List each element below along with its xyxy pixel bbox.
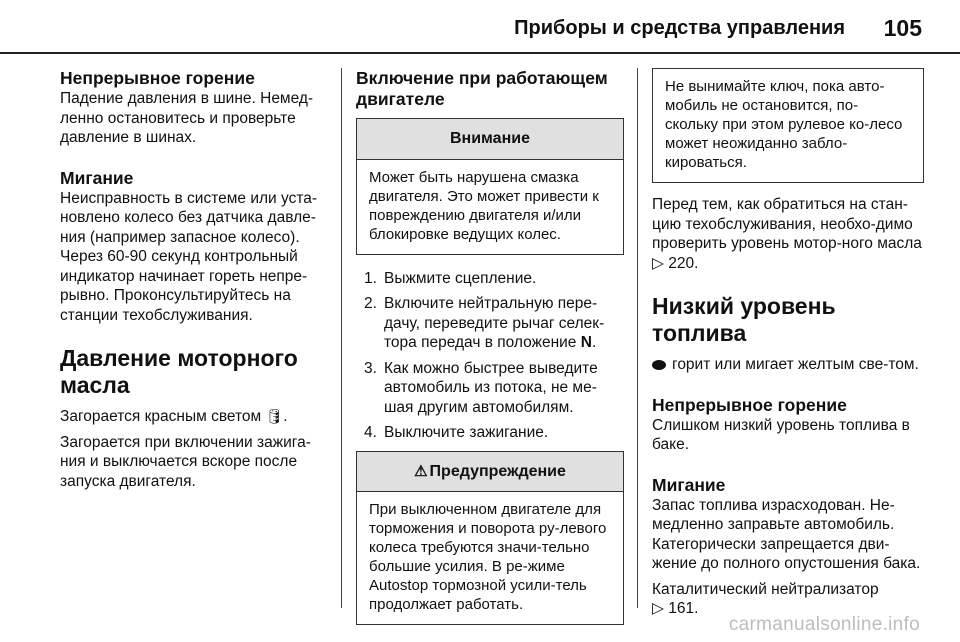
page-number: 105 [883, 15, 922, 41]
heading-oil-pressure: Давление моторного масла [60, 345, 298, 398]
list-item: 1. Выжмите сцепление. [364, 269, 537, 287]
watermark: carmanualsonline.info [728, 614, 920, 635]
fuel-indicator-icon [652, 360, 666, 370]
text-continuous: Слишком низкий уровень топлива в баке. [652, 416, 910, 453]
list-item: 4. Выключите зажигание. [364, 424, 549, 441]
header-title: Приборы и средства управления [514, 17, 845, 39]
warning-triangle-icon: ⚠ [414, 462, 428, 480]
column-divider [341, 68, 342, 608]
attention-box [356, 118, 624, 255]
page-header [0, 0, 960, 54]
warning-box [356, 451, 624, 626]
attention-title: Внимание [357, 119, 623, 160]
gear-neutral-symbol: N [580, 334, 592, 351]
page-ref-arrow-icon: ▷ [652, 254, 664, 272]
column-2 [356, 68, 624, 639]
heading-low-fuel: Низкий уровень топлива [652, 293, 836, 346]
heading-continuous: Непрерывное горение [652, 394, 847, 415]
key-warning-box: Не вынимайте ключ, пока авто-мобиль не остановится, по-скольку при этом рулевое ко-лесо может неожиданно забло-кироваться. [652, 68, 924, 183]
text-fuel-indicator: горит или мигает желтым све-том. [652, 355, 924, 375]
steps-list [356, 269, 624, 443]
attention-body: Может быть нарушена смазка двигателя. Это может привести к повреждению двигателя и/или блокировке ведущих колес. [369, 168, 599, 243]
column-divider [637, 68, 638, 608]
warning-title: ⚠ Предупреждение [357, 452, 623, 493]
list-item: 3. Как можно быстрее выведите автомобиль из потока, не ме-шая другим автомобилям. [364, 359, 598, 416]
warning-body: При выключенном двигателе для торможения и поворота ру-левого колеса требуются значи-тельно большие усилия. В ре-жиме Autostop тормозной усили-тель продолжает работать. [369, 501, 607, 613]
text-oil-ignition: Загорается при включении зажига-ния и выключается вскоре после запуска двигателя. [60, 433, 311, 490]
text-service: Перед тем, как обратиться на стан-цию техобслуживания, необхо-димо проверить уровень мотор-ного масла ▷ 220. [652, 196, 922, 272]
heading-blink: Мигание [652, 474, 726, 495]
text-blink: Неисправность в системе или уста-новлено колесо без датчика давле-ния (например запасное колесо). Через 60-90 секунд контрольный индикатор начинает гореть непре-рывно. Проконсультируйтесь на станции техобслуживания. [60, 189, 318, 324]
page-ref-arrow-icon: ▷ [652, 600, 664, 617]
oil-can-icon: 🛢 [265, 408, 284, 424]
text-blink: Запас топлива израсходован. Не-медленно заправьте автомобиль. Категорически запрещается дви-жение до полного опустошения бака. [652, 496, 921, 572]
heading-continuous: Непрерывное горение [60, 68, 255, 88]
column-1 [60, 68, 330, 497]
list-item: 2. Включите нейтральную пере-дачу, переведите рычаг селек-тора передач в положение N. [364, 295, 605, 351]
heading-running-engine: Включение при работающем двигателе [356, 68, 608, 109]
text-catalyst: Каталитический нейтрализатор ▷ 161. [652, 580, 879, 617]
text-oil-red: Загорается красным светом 🛢. [60, 408, 288, 425]
column-3 [652, 68, 924, 625]
text-continuous: Падение давления в шине. Немед-ленно остановитесь и проверьте давление в шинах. [60, 90, 314, 146]
heading-blink: Мигание [60, 167, 134, 188]
